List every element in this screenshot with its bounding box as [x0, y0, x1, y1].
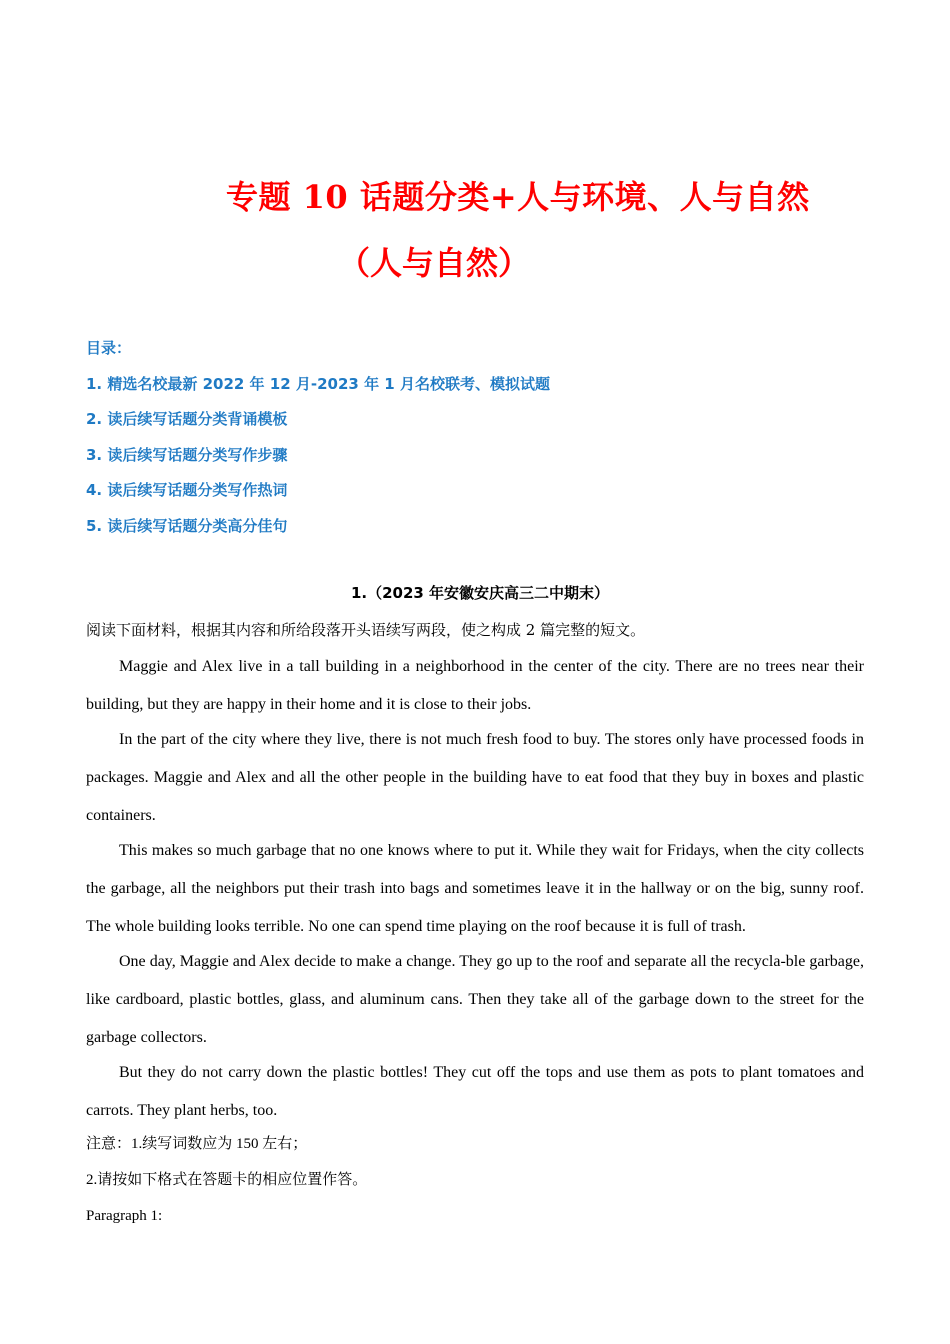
- table-of-contents: [86, 336, 550, 549]
- passage-paragraph: In the part of the city where they live, there is not much fresh food to buy. The stores only have processed foods in packages. Maggie and Alex and all the other people in the building have to eat food that they buy in boxes and plastic containers.: [86, 731, 864, 824]
- passage-paragraph: Maggie and Alex live in a tall building in a neighborhood in the center of the city. There are no trees near their building, but they are happy in their home and it is close to their jobs.: [86, 658, 864, 713]
- toc-item: 3. 读后续写话题分类写作步骤: [86, 445, 288, 464]
- reading-passage: [86, 648, 864, 1127]
- passage-paragraph: One day, Maggie and Alex decide to make a change. They go up to the roof and separate all the recycla-ble garbage, like cardboard, plastic bottles, glass, and aluminum cans. Then they take all of the garbage down to the street for the garbage collectors.: [86, 953, 864, 1046]
- paragraph-label: Paragraph 1:: [86, 1208, 163, 1224]
- toc-item: 5. 读后续写话题分类高分佳句: [86, 516, 288, 535]
- passage-paragraph: This makes so much garbage that no one knows where to put it. While they wait for Fridays, when the city collects the garbage, all the neighbors put their trash into bags and sometimes leave it in the hallway or on the big, sunny roof. The whole building looks terrible. No one can spend time playing on the roof because it is full of trash.: [86, 842, 864, 935]
- document-title: 专题 10 话题分类+人与环境、人与自然: [226, 178, 810, 216]
- question-heading: 1.（2023 年安徽安庆高三二中期末）: [350, 584, 610, 602]
- toc-item: 4. 读后续写话题分类写作热词: [86, 481, 288, 499]
- document-subtitle: （人与自然）: [338, 244, 531, 282]
- note-format: 2.请按如下格式在答题卡的相应位置作答。: [86, 1172, 368, 1188]
- note-word-count: 注意：1.续写词数应为 150 左右；: [86, 1136, 308, 1152]
- passage-paragraph: But they do not carry down the plastic bottles! They cut off the tops and use them as pots to plant tomatoes and carrots. They plant herbs, too.: [86, 1064, 864, 1119]
- answer-notes: [86, 1132, 367, 1240]
- toc-item: 2. 读后续写话题分类背诵模板: [86, 410, 288, 428]
- question-instruction: 阅读下面材料，根据其内容和所给段落开头语续写两段，使之构成 2 篇完整的短文。: [86, 621, 646, 639]
- toc-item: 1. 精选名校最新 2022 年 12 月-2023 年 1 月名校联考、模拟试题: [86, 374, 550, 393]
- toc-heading: 目录：: [86, 339, 132, 357]
